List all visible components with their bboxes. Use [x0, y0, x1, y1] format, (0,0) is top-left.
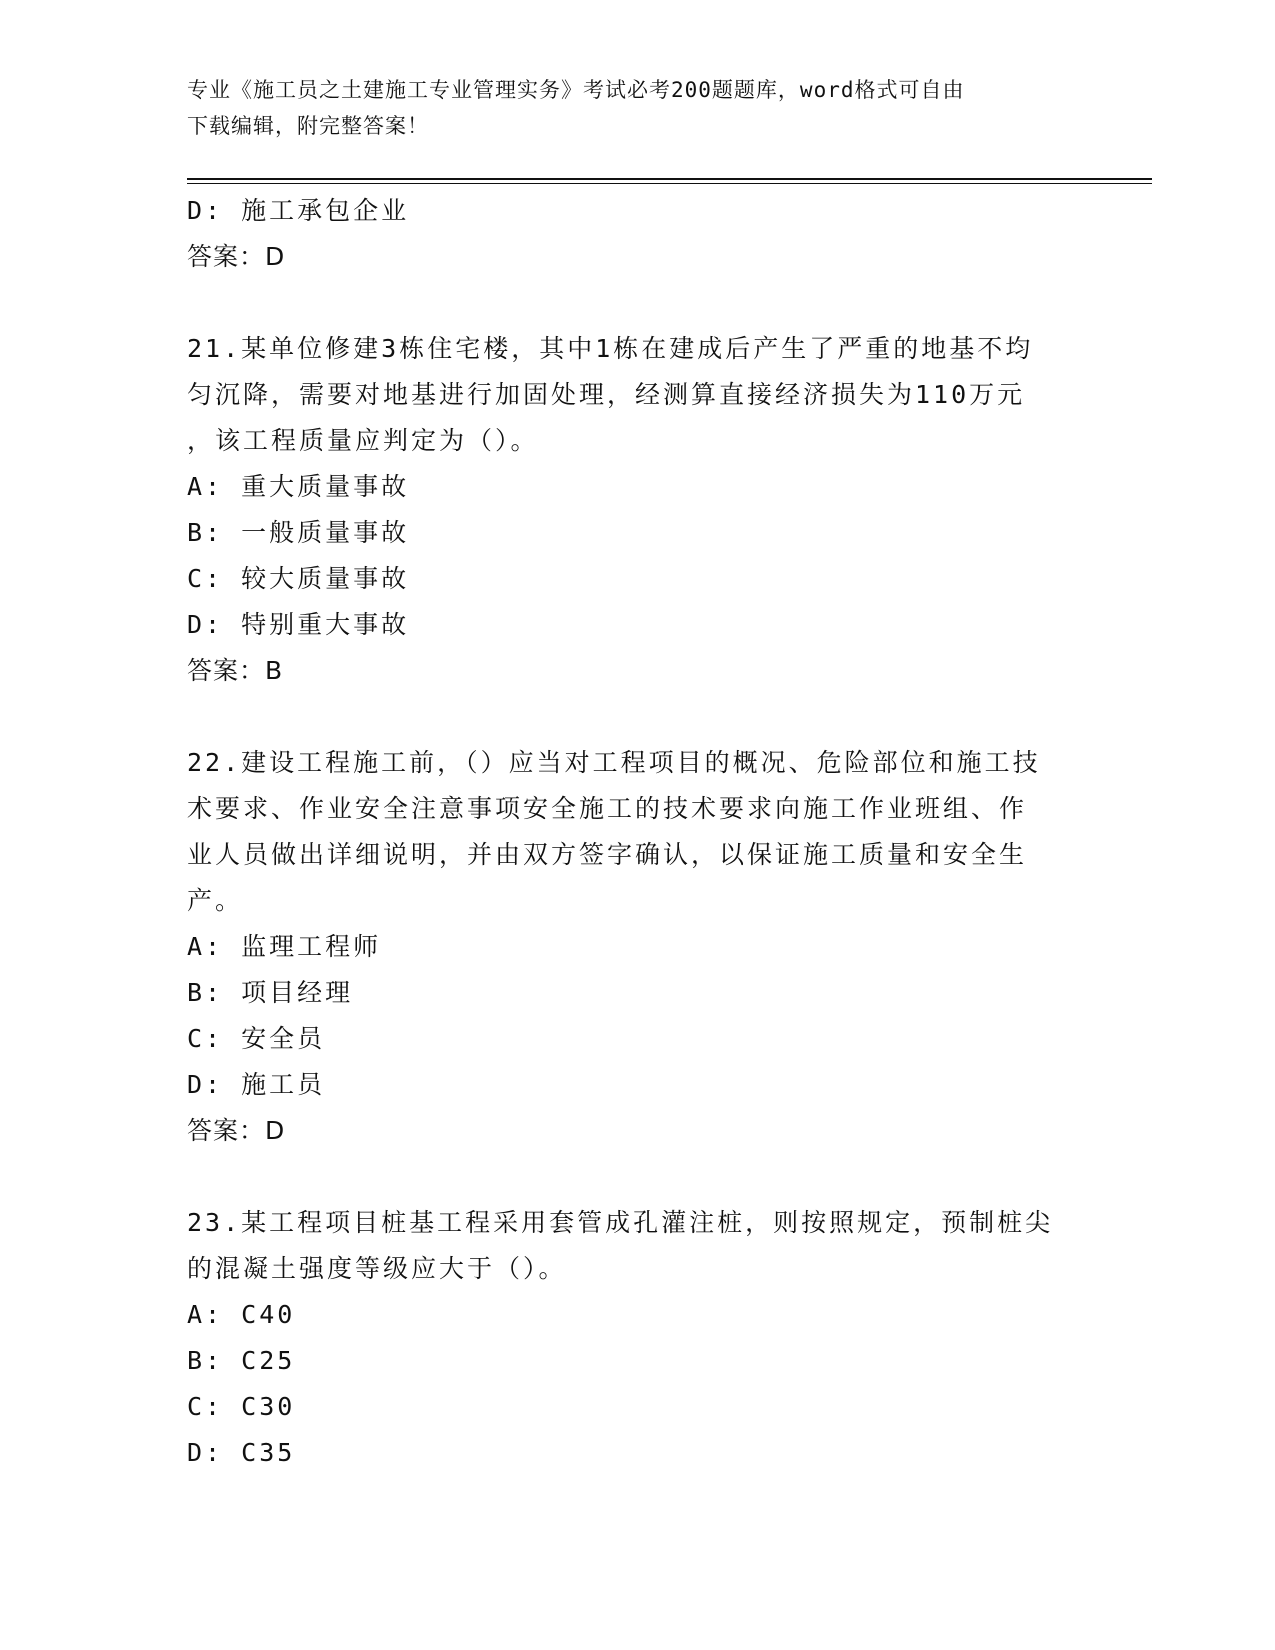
question-22-line-3: 业人员做出详细说明，并由双方签字确认，以保证施工质量和安全生: [187, 840, 1028, 869]
spacer: [187, 694, 1087, 740]
question-23-line-2: 的混凝土强度等级应大于（）。: [187, 1254, 567, 1283]
question-22-line-2: 术要求、作业安全注意事项安全施工的技术要求向施工作业班组、作: [187, 794, 1028, 823]
question-21-option-d: D: 特别重大事故: [187, 610, 410, 639]
question-22-option-a: A: 监理工程师: [187, 932, 382, 961]
question-22: [187, 740, 1087, 1154]
header-divider-thick: [187, 178, 1152, 180]
question-23-option-b: B: C25: [187, 1346, 296, 1375]
question-23-option-c: C: C30: [187, 1392, 296, 1421]
question-21-option-b: B: 一般质量事故: [187, 518, 410, 547]
question-22-option-c: C: 安全员: [187, 1024, 326, 1053]
question-21: [187, 326, 1087, 694]
question-21-option-a: A: 重大质量事故: [187, 472, 410, 501]
question-23: [187, 1200, 1087, 1476]
question-23-option-d: D: C35: [187, 1438, 296, 1467]
question-23-line-1: 23.某工程项目桩基工程采用套管成孔灌注桩，则按照规定，预制桩尖: [187, 1208, 1054, 1237]
question-21-option-c: C: 较大质量事故: [187, 564, 410, 593]
question-22-option-d: D: 施工员: [187, 1070, 326, 1099]
spacer: [187, 1154, 1087, 1200]
spacer: [187, 280, 1087, 326]
question-22-option-b: B: 项目经理: [187, 978, 354, 1007]
question-21-line-1: 21.某单位修建3栋住宅楼，其中1栋在建成后产生了严重的地基不均: [187, 334, 1034, 363]
question-22-line-1: 22.建设工程施工前，（）应当对工程项目的概况、危险部位和施工技: [187, 748, 1041, 777]
header-divider-thin: [187, 183, 1152, 184]
header-line-2: 下载编辑，附完整答案！: [187, 114, 429, 138]
question-content: [187, 188, 1087, 1476]
header-line-1: 专业《施工员之土建施工专业管理实务》考试必考200题题库，word格式可自由: [187, 78, 965, 102]
prev-option-d: D: 施工承包企业: [187, 196, 410, 225]
prev-answer: 答案：D: [187, 242, 286, 271]
document-header: [187, 72, 1087, 144]
question-23-option-a: A: C40: [187, 1300, 296, 1329]
question-21-line-2: 匀沉降，需要对地基进行加固处理，经测算直接经济损失为110万元: [187, 380, 1026, 409]
question-21-answer: 答案：B: [187, 656, 284, 685]
question-22-answer: 答案：D: [187, 1116, 286, 1145]
question-22-line-4: 产。: [187, 886, 244, 915]
question-21-line-3: ，该工程质量应判定为（）。: [187, 426, 539, 455]
